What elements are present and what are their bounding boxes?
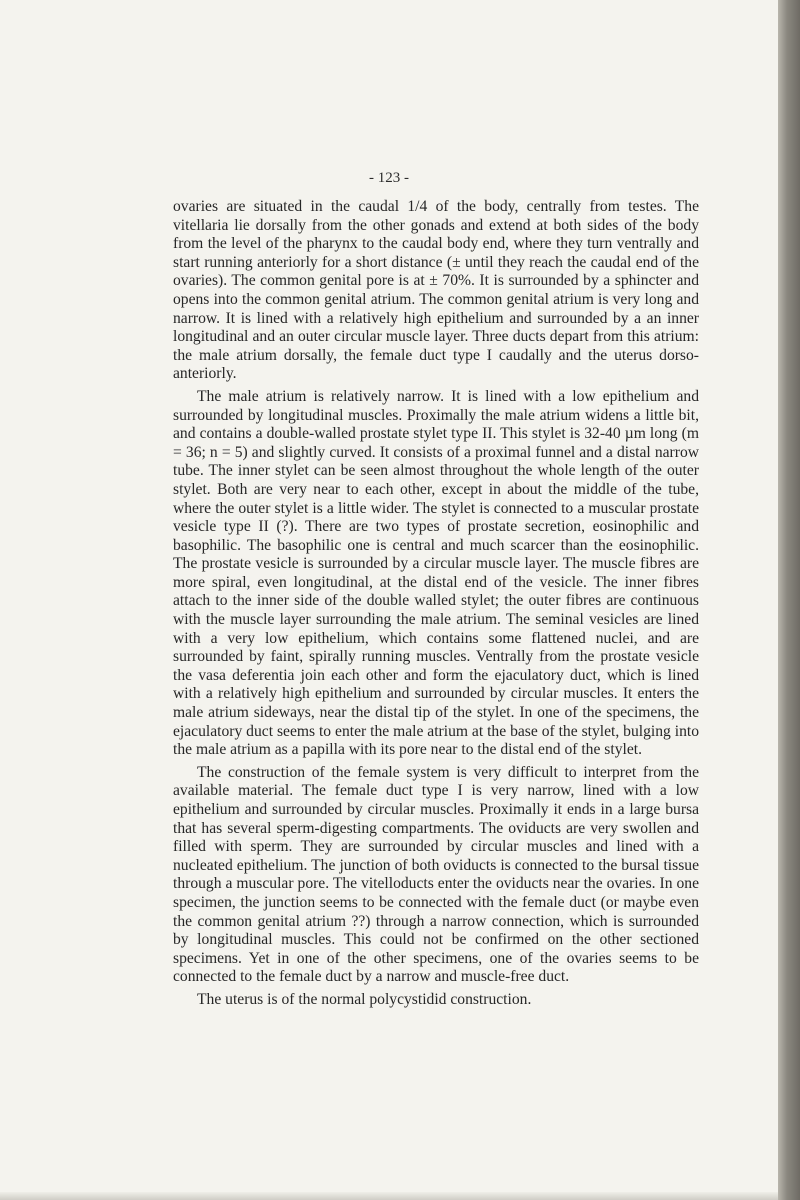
paragraph: The uterus is of the normal polycystidid construction. — [197, 990, 532, 1008]
book-binding-edge — [778, 0, 800, 1200]
page-number: - 123 - — [369, 170, 409, 186]
page-bottom-edge — [0, 1192, 778, 1200]
paragraph: ovaries are situated in the caudal 1/4 of the body, centrally from testes. The vitellaria lie dorsally from the other gonads and extend at both sides of the body from the level of the pharynx to the caudal body end, where they turn ventrally and start running anteriorly for a short distance (± until they reach the caudal end of the ovaries). The common genital pore is at ± 70%. It is surrounded by a sphincter and opens into the common genital atrium. The common genital atrium is very long and narrow. It is lined with a relatively high epithelium and surrounded by a an inner longitudinal and an outer circular muscle layer. Three ducts depart from this atrium: the male atrium dorsally, the female duct type I caudally and the uterus dorso-anteriorly. — [173, 198, 699, 383]
body-text — [173, 198, 699, 1014]
paragraph: The male atrium is relatively narrow. It is lined with a low epithelium and surrounded by longitudinal muscles. Proximally the male atrium widens a little bit, and contains a double-walled prostate stylet type II. This stylet is 32-40 µm long (m = 36; n = 5) and slightly curved. It consists of a proximal funnel and a distal narrow tube. The inner stylet can be seen almost throughout the whole length of the outer stylet. Both are very near to each other, except in about the middle of the tube, where the outer stylet is a little wider. The stylet is connected to a muscular prostate vesicle type II (?). There are two types of prostate secretion, eosinophilic and basophilic. The basophilic one is central and much scarcer than the eosinophilic. The prostate vesicle is surrounded by a circular muscle layer. The muscle fibres are more spiral, even longitudinal, at the distal end of the vesicle. The inner fibres attach to the inner side of the double walled stylet; the outer fibres are continuous with the muscle layer surrounding the male atrium. The seminal vesicles are lined with a very low epithelium, which contains some flattened nuclei, and are surrounded by faint, spirally running muscles. Ventrally from the prostate vesicle the vasa deferentia join each other and form the ejaculatory duct, which is lined with a relatively high epithelium and surrounded by circular muscles. It enters the male atrium sideways, near the distal tip of the stylet. In one of the specimens, the ejaculatory duct seems to enter the male atrium at the base of the stylet, bulging into the male atrium as a papilla with its pore near to the distal end of the stylet. — [173, 387, 699, 759]
paragraph: The construction of the female system is very difficult to interpret from the available material. The female duct type I is very narrow, lined with a low epithelium and surrounded by circular muscles. Proximally it ends in a large bursa that has several sperm-digesting compartments. The oviducts are very swollen and filled with sperm. They are surrounded by circular muscles and lined with a nucleated epithelium. The junction of both oviducts is connected to the bursal tissue through a muscular pore. The vitelloducts enter the oviducts near the ovaries. In one specimen, the junction seems to be connected with the female duct (or maybe even the common genital atrium ??) through a narrow connection, which is surrounded by longitudinal muscles. This could not be confirmed on the other sectioned specimens. Yet in one of the other specimens, one of the ovaries seems to be connected to the female duct by a narrow and muscle-free duct. — [173, 763, 699, 986]
